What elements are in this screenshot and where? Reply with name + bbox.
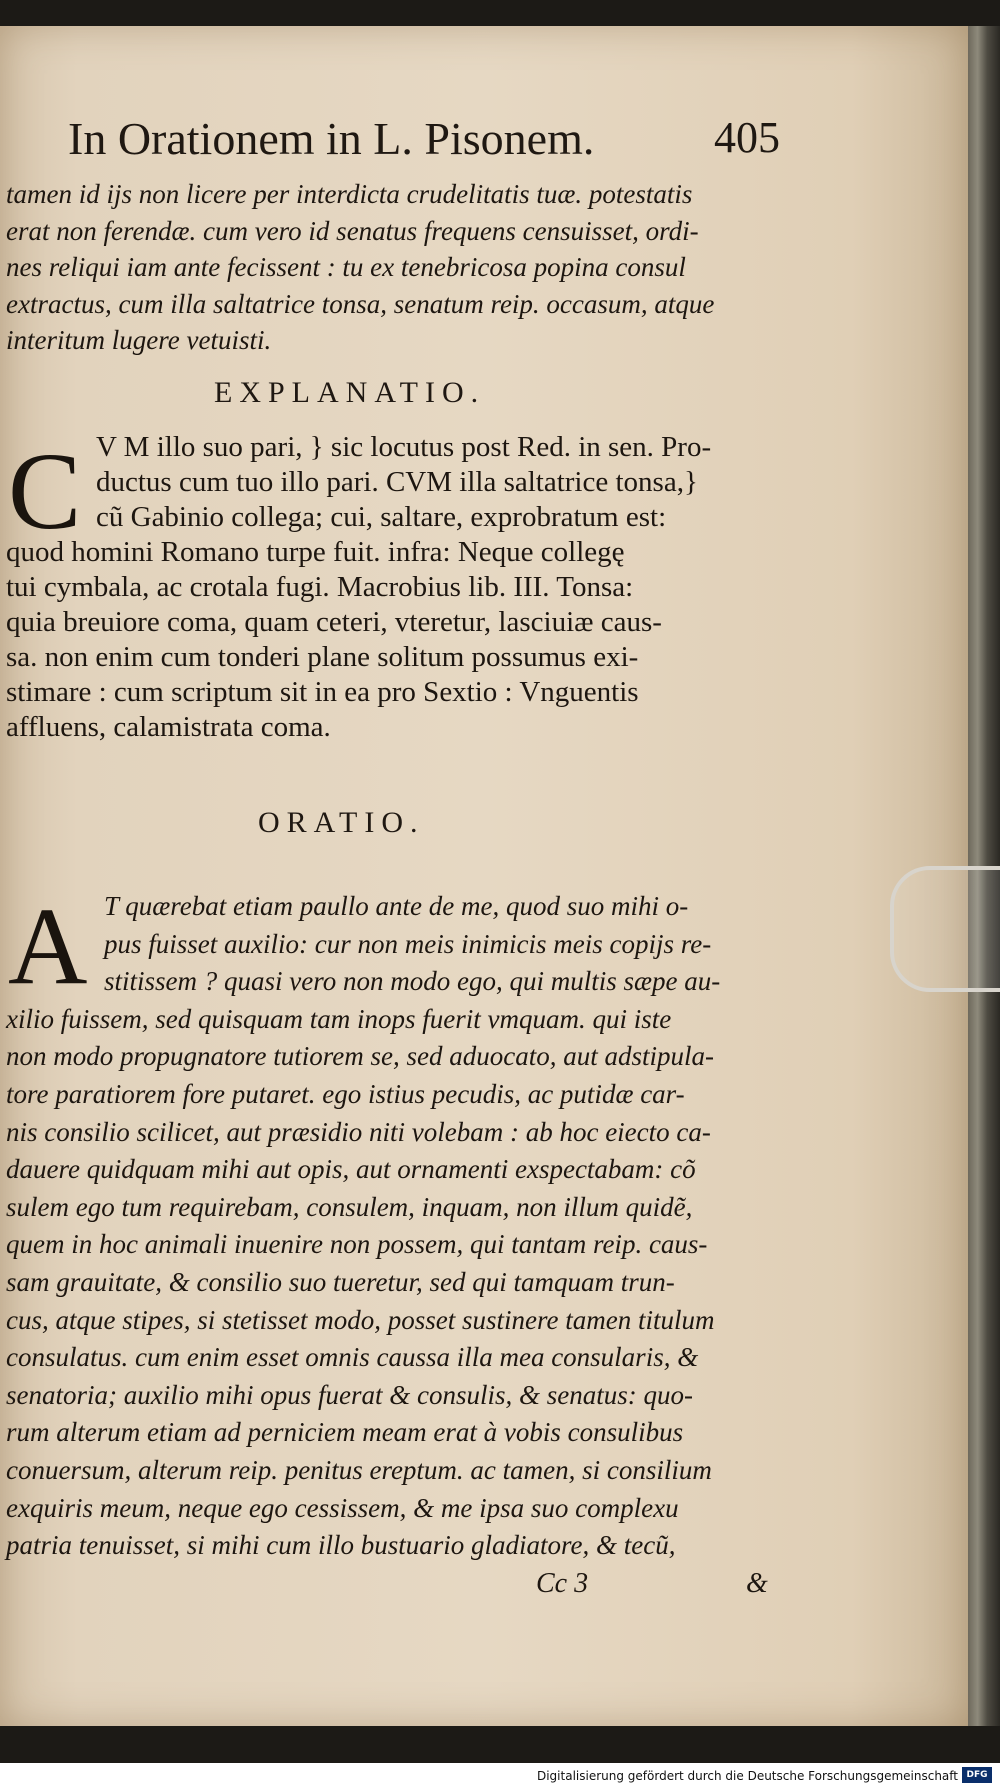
running-head-title: In Orationem in L. Pisonem. (68, 113, 595, 164)
text-line: pus fuisset auxilio: cur non meis inimicis meis copijs re- (104, 928, 712, 959)
text-line: tamen id ijs non licere per interdicta crudelitatis tuæ. potestatis (6, 179, 693, 209)
text-line: stitissem ? quasi vero non modo ego, qui multis sæpe au- (104, 966, 721, 997)
text-line: extractus, cum illa saltatrice tonsa, senatum reip. occasum, atque (6, 288, 715, 319)
text-line: consulatus. cum enim esset omnis caussa illa mea consularis, & (6, 1342, 699, 1373)
top-passage (6, 176, 786, 359)
dropcap-a: A (8, 885, 88, 1007)
text-line: senatoria; auxilio mihi opus fuerat & consulis, & senatus: quo- (6, 1379, 693, 1410)
text-line: tore paratiorem fore putaret. ego istius pecudis, ac putidæ car- (6, 1078, 685, 1109)
explanatio-text (6, 430, 786, 745)
text-line: rum alterum etiam ad perniciem meam erat à vobis consulibus (6, 1417, 684, 1448)
signature-mark: Cc 3 (536, 1568, 589, 1599)
oratio-text (6, 885, 786, 1565)
text-line: affluens, calamistrata coma. (6, 711, 331, 743)
text-line: cus, atque stipes, si stetisset modo, posset sustinere tamen titulum (6, 1304, 715, 1335)
text-line: nes reliqui iam ante fecissent : tu ex tenebricosa popina consul (6, 252, 686, 282)
text-line: quia breuiore coma, quam ceteri, vteretur, lasciuiæ caus- (6, 606, 662, 638)
text-line: interitum lugere vetuisti. (6, 325, 272, 355)
text-line: sa. non enim cum tonderi plane solitum possumus exi- (6, 641, 639, 673)
text-line: T quærebat etiam paullo ante de me, quod suo mihi o- (104, 891, 689, 921)
page-clip (890, 866, 1000, 992)
text-line: non modo propugnatore tutiorem se, sed aduocato, aut adstipula- (6, 1041, 714, 1072)
text-line: stimare : cum scriptum sit in ea pro Sextio : Vnguentis (6, 676, 639, 708)
text-line: tui cymbala, ac crotala fugi. Macrobius lib. III. Tonsa: (6, 571, 634, 603)
text-line: dauere quidquam mihi aut opis, aut ornamenti exspectabam: cõ (6, 1154, 696, 1185)
page-number: 405 (714, 113, 780, 162)
dropcap-c: C (8, 430, 82, 552)
text-line: exquiris meum, neque ego cessissem, & me ipsa suo complexu (6, 1492, 679, 1523)
text-line: ductus cum tuo illo pari. CVM illa saltatrice tonsa,} (96, 466, 698, 498)
text-line: sam grauitate, & consilio suo tueretur, sed qui tamquam trun- (6, 1266, 675, 1297)
catchword: & (746, 1568, 768, 1599)
dfg-logo: DFG (962, 1767, 992, 1783)
text-line: xilio fuissem, sed quisquam tam inops fuerit vmquam. qui iste (6, 1003, 672, 1034)
text-line: sulem ego tum requirebam, consulem, inquam, non illum quidẽ, (6, 1191, 693, 1222)
explanatio-heading: EXPLANATIO. (214, 376, 486, 409)
text-line: cũ Gabinio collega; cui, saltare, exprobratum est: (96, 501, 667, 533)
funding-credit: Digitalisierung gefördert durch die Deutsche Forschungsgemeinschaft (536, 1769, 958, 1783)
text-line: quem in hoc animali inuenire non possem, qui tantam reip. caus- (6, 1229, 708, 1260)
text-line: V M illo suo pari, } sic locutus post Red. in sen. Pro- (96, 431, 712, 463)
text-line: conuersum, alterum reip. penitus ereptum. ac tamen, si consilium (6, 1454, 712, 1485)
text-line: patria tenuisset, si mihi cum illo bustuario gladiatore, & tecũ, (6, 1530, 676, 1561)
text-line: quod homini Romano turpe fuit. infra: Neque collegę (6, 536, 625, 568)
book-page (0, 26, 968, 1726)
text-line: erat non ferendæ. cum vero id senatus frequens censuisset, ordi- (6, 215, 699, 246)
oratio-heading: ORATIO. (258, 806, 425, 839)
text-line: nis consilio scilicet, aut præsidio niti volebam : ab hoc eiecto ca- (6, 1116, 711, 1147)
